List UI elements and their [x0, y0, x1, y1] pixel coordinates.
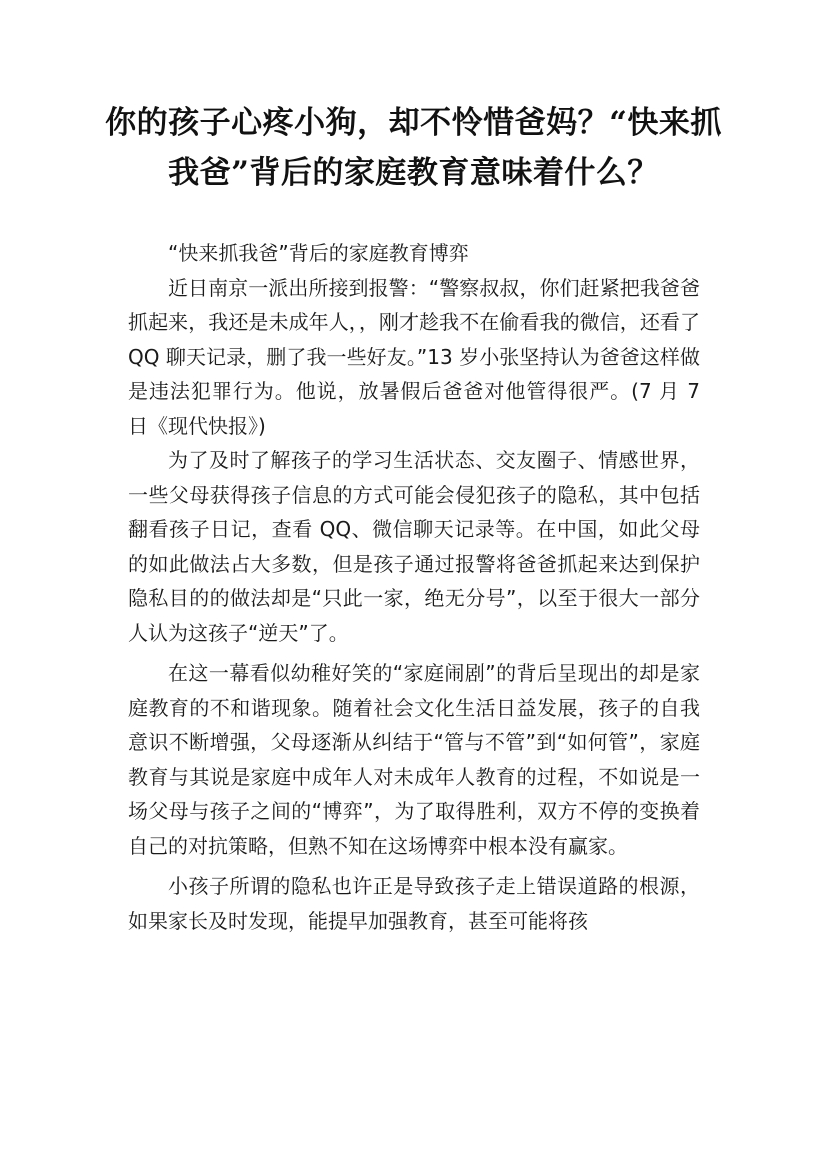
document-body — [128, 236, 700, 938]
paragraph-1: 近日南京一派出所接到报警：“警察叔叔，你们赶紧把我爸爸抓起来，我还是未成年人，，刚才趁我不在偷看我的微信，还看了 QQ 聊天记录，删了我一些好友。”13 岁小张坚持认为爸爸这样做是违法犯罪行为。他说，放暑假后爸爸对他管得很严。(7 月 7 日《现代快报》) — [128, 275, 700, 438]
section-subtitle: “快来抓我爸”背后的家庭教育博弈 — [168, 241, 469, 265]
document-title: 你的孩子心疼小狗，却不怜惜爸妈？“快来抓我爸”背后的家庭教育意味着什么？ — [105, 105, 722, 191]
paragraph-4: 小孩子所谓的隐私也许正是导致孩子走上错误道路的根源，如果家长及时发现，能提早加强教育，甚至可能将孩 — [128, 874, 700, 933]
paragraph-3: 在这一幕看似幼稚好笑的“家庭闹剧”的背后呈现出的却是家庭教育的不和谐现象。随着社会文化生活日益发展，孩子的自我意识不断增强，父母逐渐从纠结于“管与不管”到“如何管”，家庭教育与其说是家庭中成年人对未成年人教育的过程，不如说是一场父母与孩子之间的“博弈”，为了取得胜利，双方不停的变换着自己的对抗策略，但熟不知在这场博弈中根本没有赢家。 — [128, 661, 700, 858]
paragraph-2: 为了及时了解孩子的学习生活状态、交友圈子、情感世界，一些父母获得孩子信息的方式可能会侵犯孩子的隐私，其中包括翻看孩子日记，查看 QQ、微信聊天记录等。在中国，如此父母的如此做法占大多数，但是孩子通过报警将爸爸抓起来达到保护隐私目的的做法却是“只此一家，绝无分号”，以至于很大一部分人认为这孩子“逆天”了。 — [128, 448, 700, 645]
